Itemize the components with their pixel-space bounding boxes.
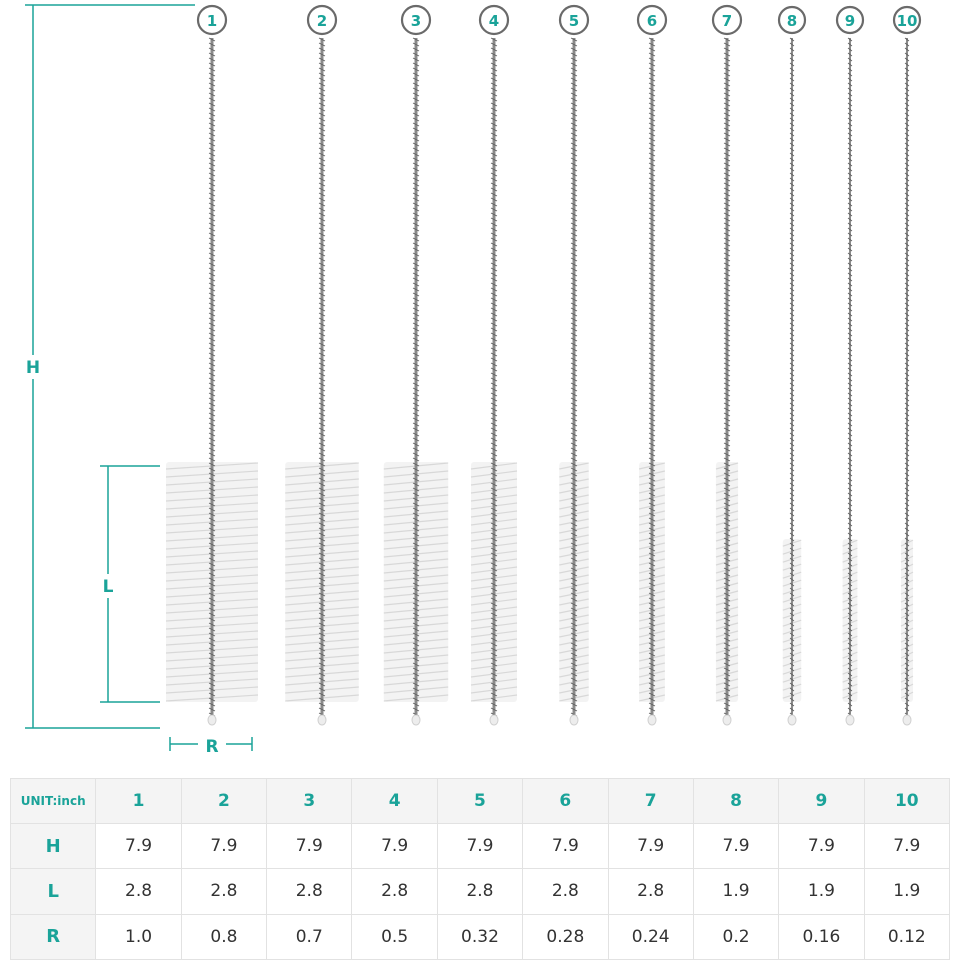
table-header-row — [11, 779, 950, 824]
brush-tip — [648, 715, 656, 725]
table-cell: 7.9 — [437, 824, 522, 869]
column-header-4: 4 — [352, 779, 437, 824]
brush-number-label: 4 — [488, 12, 500, 30]
table-cell: 7.9 — [96, 824, 181, 869]
table-row — [11, 869, 950, 914]
table-cell: 0.8 — [181, 914, 266, 959]
spec-table — [10, 778, 950, 960]
table-cell: 1.9 — [864, 869, 949, 914]
table-cell: 1.0 — [96, 914, 181, 959]
table-cell: 2.8 — [96, 869, 181, 914]
table-cell: 0.28 — [523, 914, 608, 959]
brush-1 — [166, 6, 258, 725]
brush-tip — [903, 715, 911, 725]
table-cell: 7.9 — [181, 824, 266, 869]
table-cell: 2.8 — [267, 869, 352, 914]
brush-tip — [788, 715, 796, 725]
column-header-6: 6 — [523, 779, 608, 824]
column-header-5: 5 — [437, 779, 522, 824]
brush-2 — [285, 6, 359, 725]
table-cell: 0.24 — [608, 914, 693, 959]
brush-number-label: 8 — [786, 12, 798, 30]
table-row — [11, 914, 950, 959]
table-row — [11, 824, 950, 869]
column-header-3: 3 — [267, 779, 352, 824]
length-label: L — [102, 577, 114, 597]
table-cell: 2.8 — [181, 869, 266, 914]
brush-tip — [570, 715, 578, 725]
brush-tip — [412, 715, 420, 725]
column-header-1: 1 — [96, 779, 181, 824]
table-cell: 0.32 — [437, 914, 522, 959]
height-label: H — [25, 358, 41, 378]
brush-tip — [208, 715, 216, 725]
table-body — [11, 824, 950, 960]
table-cell: 0.7 — [267, 914, 352, 959]
column-header-2: 2 — [181, 779, 266, 824]
brush-10 — [894, 7, 920, 725]
row-label: L — [11, 869, 96, 914]
brush-5 — [559, 6, 588, 725]
brush-number-label: 9 — [844, 12, 856, 30]
brush-7 — [713, 6, 741, 725]
table-cell: 0.5 — [352, 914, 437, 959]
unit-label: UNIT:inch — [11, 779, 96, 824]
table-cell: 0.16 — [779, 914, 864, 959]
brush-number-label: 1 — [206, 12, 218, 30]
brush-number-label: 2 — [316, 12, 328, 30]
table-cell: 1.9 — [779, 869, 864, 914]
brushes-group — [166, 6, 920, 725]
brush-4 — [471, 6, 517, 725]
brush-tip — [846, 715, 854, 725]
table-cell: 1.9 — [693, 869, 778, 914]
brush-8 — [779, 7, 805, 725]
table-cell: 2.8 — [352, 869, 437, 914]
table-cell: 0.12 — [864, 914, 949, 959]
brush-number-label: 3 — [410, 12, 422, 30]
table-cell: 7.9 — [693, 824, 778, 869]
table-cell: 2.8 — [437, 869, 522, 914]
brush-number-label: 7 — [721, 12, 733, 30]
brush-number-label: 5 — [568, 12, 580, 30]
row-label: H — [11, 824, 96, 869]
table-cell: 2.8 — [523, 869, 608, 914]
table-cell: 7.9 — [352, 824, 437, 869]
table-cell: 0.2 — [693, 914, 778, 959]
brush-number-label: 6 — [646, 12, 658, 30]
column-header-9: 9 — [779, 779, 864, 824]
radius-label: R — [205, 737, 219, 757]
brush-number-label: 10 — [896, 12, 918, 30]
brush-3 — [384, 6, 448, 725]
table-cell: 7.9 — [267, 824, 352, 869]
row-label: R — [11, 914, 96, 959]
column-header-8: 8 — [693, 779, 778, 824]
column-header-10: 10 — [864, 779, 949, 824]
table-cell: 7.9 — [608, 824, 693, 869]
table-cell: 7.9 — [864, 824, 949, 869]
column-header-7: 7 — [608, 779, 693, 824]
brush-6 — [638, 6, 666, 725]
brush-tip — [723, 715, 731, 725]
table-cell: 7.9 — [523, 824, 608, 869]
brush-tip — [490, 715, 498, 725]
table-cell: 7.9 — [779, 824, 864, 869]
brush-tip — [318, 715, 326, 725]
brush-9 — [837, 7, 863, 725]
table-cell: 2.8 — [608, 869, 693, 914]
